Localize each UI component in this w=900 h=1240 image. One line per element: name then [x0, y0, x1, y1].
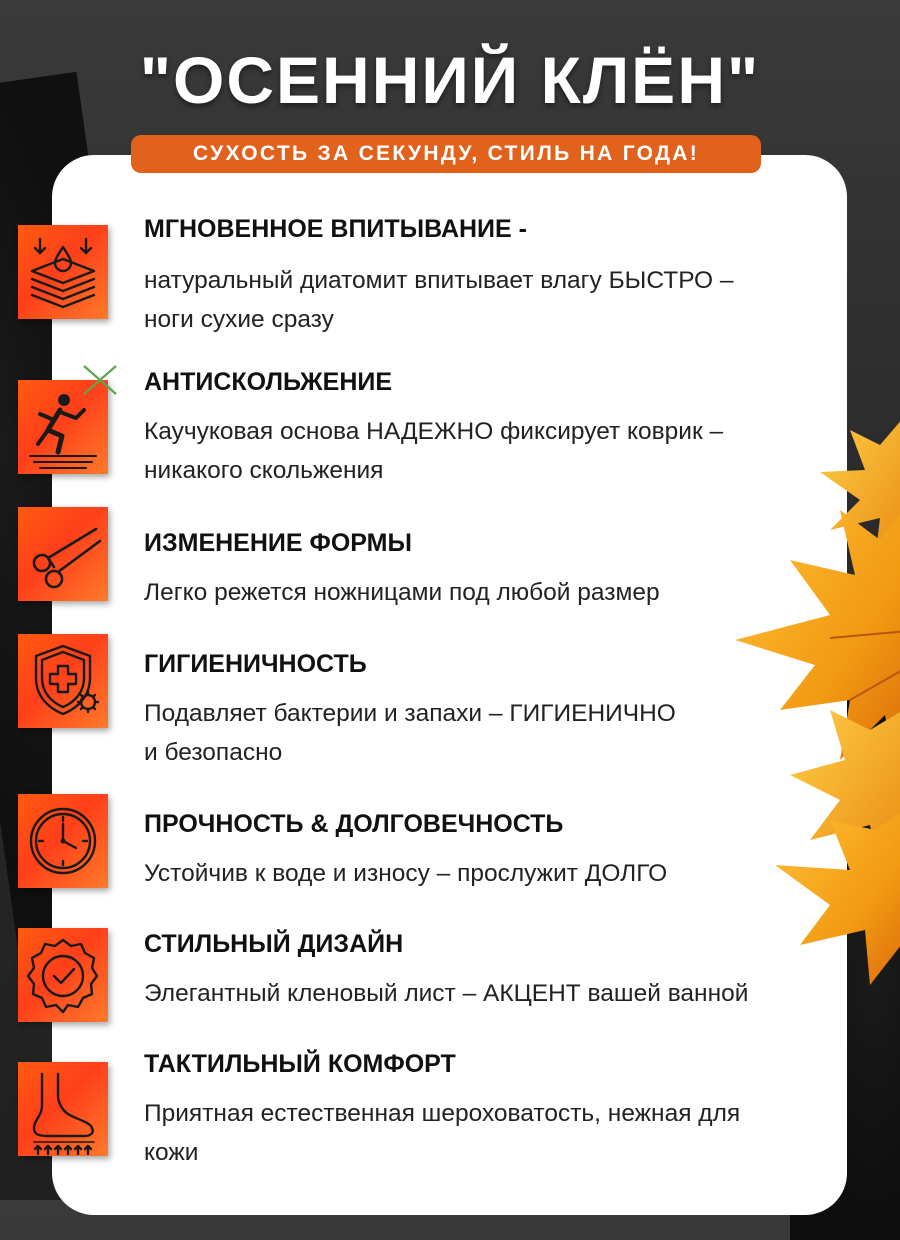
feature-description-line: ноги сухие сразу: [144, 306, 334, 333]
feature-description-line: Подавляет бактерии и запахи – ГИГИЕНИЧНО: [144, 700, 676, 727]
water-absorb-icon: [18, 225, 108, 319]
hygiene-shield-icon: [18, 634, 108, 728]
feature-description: [144, 412, 844, 490]
feature-title: ИЗМЕНЕНИЕ ФОРМЫ: [144, 529, 412, 557]
feature-description-line: Каучуковая основа НАДЕЖНО фиксирует коврик –: [144, 418, 724, 445]
feature-description-line: и безопасно: [144, 739, 283, 766]
page-title: "ОСЕННИЙ КЛЁН": [139, 43, 761, 117]
feature-description-line: Элегантный кленовый лист – АКЦЕНТ вашей ванной: [144, 980, 749, 1007]
feature-description-line: кожи: [144, 1139, 199, 1166]
foot-comfort-icon: [18, 1062, 108, 1156]
quality-badge-icon: [18, 928, 108, 1022]
feature-title: ПРОЧНОСТЬ & ДОЛГОВЕЧНОСТЬ: [144, 810, 564, 838]
feature-description-line: натуральный диатомит впитывает влагу БЫСТРО –: [144, 267, 734, 294]
feature-description: [144, 1094, 844, 1172]
feature-description: [144, 854, 844, 893]
feature-description-line: Устойчив к воде и износу – прослужит ДОЛГО: [144, 860, 668, 887]
feature-description: [144, 974, 844, 1013]
clock-icon: [18, 794, 108, 888]
feature-title: СТИЛЬНЫЙ ДИЗАЙН: [144, 930, 404, 958]
feature-description: [144, 573, 844, 612]
feature-title: ТАКТИЛЬНЫЙ КОМФОРТ: [144, 1050, 456, 1078]
feature-title: ГИГИЕНИЧНОСТЬ: [144, 650, 367, 678]
scissors-icon: [18, 507, 108, 601]
feature-title: АНТИСКОЛЬЖЕНИЕ: [144, 368, 393, 396]
feature-description-line: никакого скольжения: [144, 457, 384, 484]
feature-description: [144, 261, 844, 339]
subtitle-banner: СУХОСТЬ ЗА СЕКУНДУ, СТИЛЬ НА ГОДА!: [131, 135, 761, 173]
cross-mark-icon: [80, 364, 120, 396]
feature-description-line: Легко режется ножницами под любой размер: [144, 579, 660, 606]
feature-description: [144, 694, 844, 772]
feature-description-line: Приятная естественная шероховатость, нежная для: [144, 1100, 741, 1127]
feature-title: МГНОВЕННОЕ ВПИТЫВАНИЕ -: [144, 215, 527, 243]
